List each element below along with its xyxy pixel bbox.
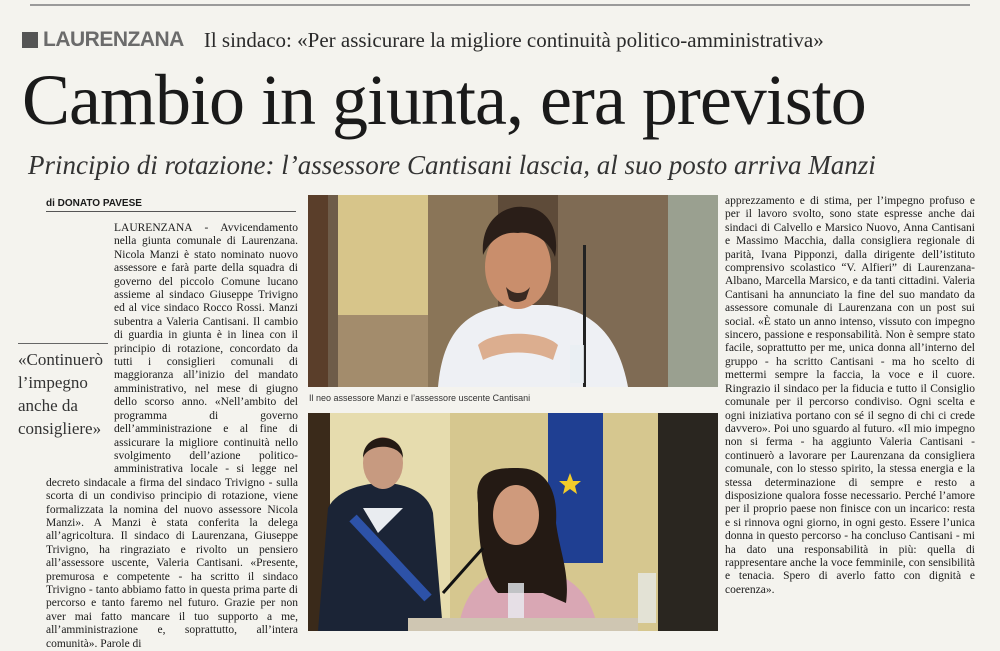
article-column-3: apprezzamento e di stima, per l’impegno profuso e per il lavoro svolto, sono state espresse anche dai sindaci di Calvello e Marsico Nuovo, Anna Cantisani e Massimo Macchia, dalla consigliera regionale di parità, Ivana Pipponzi, dalla dirigente dell’istituto comprensivo scolastico “V. Alfieri” di Laurenzana-Albano, Marcella Marsico, e da tanti cittadini. Valeria Cantisani ha annunciato la fine del suo mandato da assessore comunale di Laurenzana con un post sui social. «È stato un anno intenso, vissuto con impegno sincero, passione e responsabilità. Non è sempre stato facile, soprattutto per me, unica donna all’interno del gruppo - ha scritto Cantisani - ma ho scelto di mettermi sempre la faccia, la voce e il cuore. Ringrazio il sindaco per la fiducia e tutto il Consiglio comunale per il percorso condiviso. Ogni scelta e ogni iniziativa portano con sé il segno di chi ci crede davvero». Poi uno sguardo al futuro. «Il mio impegno non si ferma - ha aggiunto Valeria Cantisani - continuerò a lavorare per Laurenzana da consigliera comunale, con lo stesso spirito, la stessa energia e la stessa determinazione di sempre e resto a disposizione qualora fosse necessario. Perché l’amore per il proprio paese non finisce con un incarico: resta e si rinnova ogni giorno, in ogni gesto. Essere l’unica donna in questo percorso - ha concluso Cantisani - mi ha dato una responsabilità in più: quella di rappresentare anche la voce femminile, con sensibilità e tenacia. Spero di averlo fatto con dignità e coerenza». bbox=[725, 195, 975, 596]
photo-caption: Il neo assessore Manzi e l’assessore uscente Cantisani bbox=[309, 393, 531, 403]
byline-rule bbox=[46, 211, 296, 212]
section-place: LAURENZANA bbox=[43, 28, 184, 51]
photo-cantisani bbox=[308, 413, 718, 631]
top-border bbox=[0, 0, 1000, 10]
section-marker bbox=[22, 32, 38, 48]
kicker-subtitle: Il sindaco: «Per assicurare la migliore continuità politico-amministrativa» bbox=[203, 27, 824, 52]
headline: Cambio in giunta, era previsto bbox=[22, 60, 866, 140]
byline: di DONATO PAVESE bbox=[46, 198, 142, 209]
photo-manzi bbox=[308, 195, 718, 387]
kicker bbox=[22, 26, 824, 54]
pull-quote: «Continuerò l’impegno anche da consigliere» bbox=[18, 343, 108, 440]
column-1-text: LAURENZANA - Avvicendamento nella giunta comunale di Laurenzana. Nicola Manzi è stato nominato nuovo assessore e farà parte della squadra di governo del piccolo Comune lucano assieme al sindaco Giuseppe Trivigno ed al vice sindaco Rocco Rossi. Manzi subentra a Valeria Cantisani. Il cambio di guardia in giunta è in linea con il principio di rotazione, concordato da tutti i consiglieri comunali di maggioranza all’inizio del mandato amministrativo, nel mese di giugno dello scorso anno. «Nell’ambito del programma di governo dell’amministrazione e al fine di assicurare la migliore continuità nello svolgimento dell’azione politico-amministrativa locale - si legge nel decreto sindacale a firma del sindaco Trivigno - sulla scorta di un condiviso principio di rotazione, viene formalizzata la nomina del nuovo assessore Nicola Manzi». A Manzi è stata conferita la delega all’agricoltura. Il sindaco di Laurenzana, Giuseppe Trivigno, ha ringraziato e rivolto un pensiero all’assessore uscente, Valeria Cantisani. «Presente, premurosa e competente - ha scritto il sindaco Trivigno - tanto abbiamo fatto in questa prima parte di percorso e tanto faremo nel futuro. Grazie per non aver mai fatto mancare il tuo supporto a me, all’amministrazione e, soprattutto, all’intera comunità». Parole di bbox=[46, 222, 298, 650]
subheadline: Principio di rotazione: l’assessore Cantisani lascia, al suo posto arriva Manzi bbox=[28, 150, 876, 180]
